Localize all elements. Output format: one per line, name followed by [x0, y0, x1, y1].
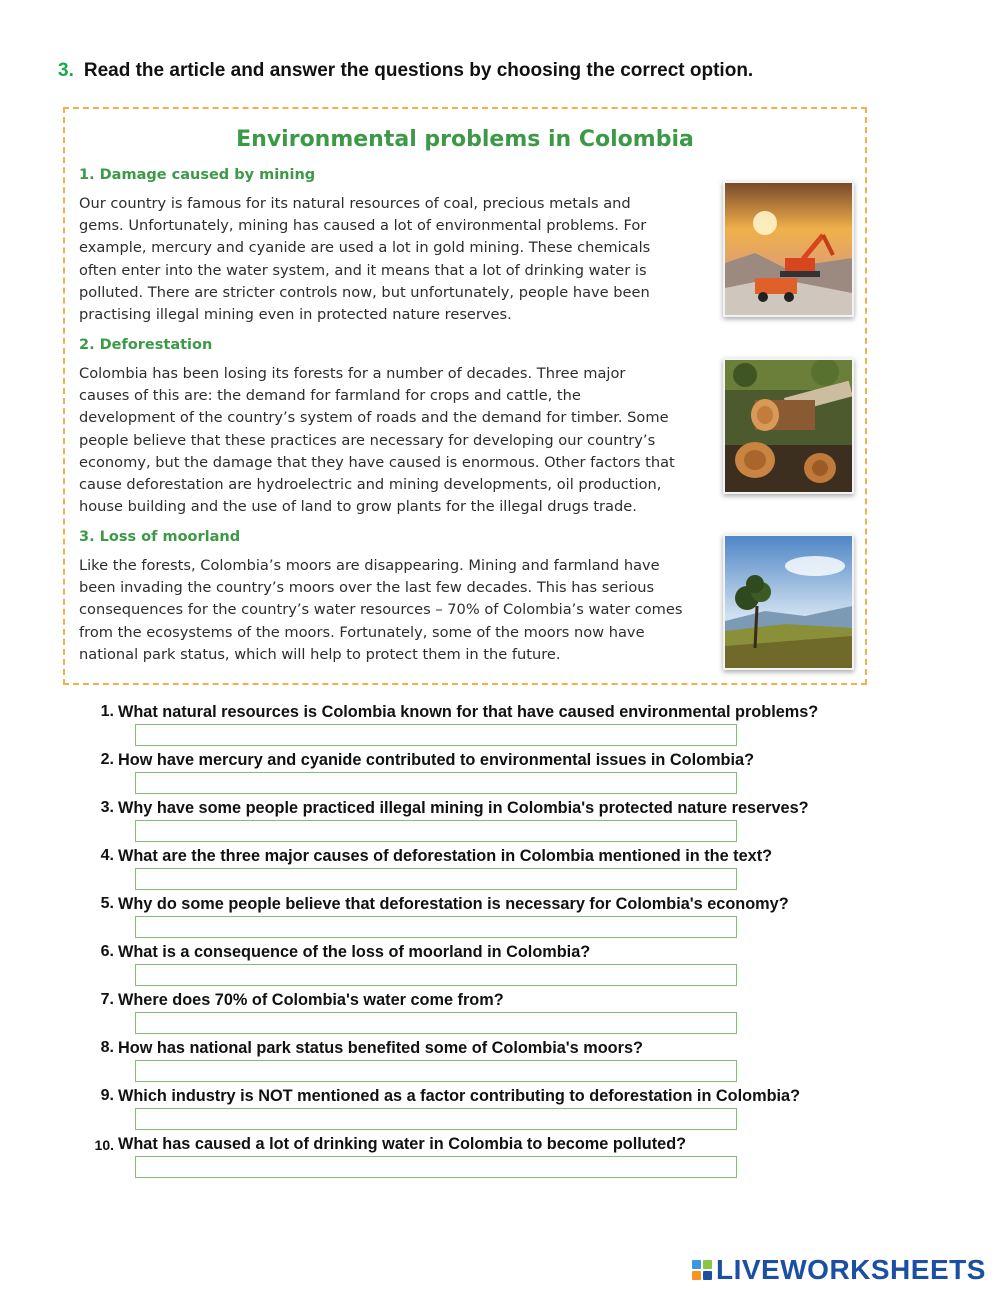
- paragraph-line: been invading the country’s moors over the last few decades. This has serious: [79, 579, 655, 597]
- section-paragraph-moorland: [79, 555, 707, 666]
- answer-input-2[interactable]: [135, 772, 737, 794]
- answer-input-8[interactable]: [135, 1060, 737, 1082]
- section-heading-moorland: 3. Loss of moorland: [79, 529, 241, 545]
- paragraph-line: development of the country’s system of roads and the demand for timber. Some: [79, 409, 669, 427]
- mining-excavator-photo: [723, 181, 854, 317]
- instruction: [58, 60, 753, 82]
- question-text: How have mercury and cyanide contributed to environmental issues in Colombia?: [118, 751, 755, 769]
- answer-input-4[interactable]: [135, 868, 737, 890]
- paragraph-line: from the ecosystems of the moors. Fortunately, some of the moors now have: [79, 623, 645, 641]
- paragraph-line: example, mercury and cyanide are used a lot in gold mining. These chemicals: [79, 239, 651, 257]
- article-title: Environmental problems in Colombia: [236, 127, 694, 152]
- paragraph-line: practising illegal mining even in protected nature reserves.: [79, 306, 512, 324]
- paragraph-line: polluted. There are stricter controls now, but unfortunately, people have been: [79, 283, 650, 301]
- question-item: [0, 1036, 1000, 1084]
- paragraph-line: Colombia has been losing its forests for a number of decades. Three major: [79, 365, 626, 382]
- paragraph-line: consequences for the country’s water resources – 70% of Colombia’s water comes: [79, 601, 683, 619]
- paragraph-line: Our country is famous for its natural resources of coal, precious metals and: [79, 195, 631, 212]
- liveworksheets-grid-icon: [692, 1260, 712, 1280]
- paragraph-line: house building and the use of land to grow plants for the illegal drugs trade.: [79, 498, 637, 516]
- answer-input-1[interactable]: [135, 724, 737, 746]
- question-item: [0, 940, 1000, 988]
- question-number: 5.: [100, 895, 114, 912]
- answer-input-5[interactable]: [135, 916, 737, 938]
- question-text: What has caused a lot of drinking water in Colombia to become polluted?: [118, 1135, 687, 1153]
- moorland-tree-photo: [723, 534, 854, 670]
- paragraph-line: gems. Unfortunately, mining has caused a lot of environmental problems. For: [79, 217, 647, 235]
- paragraph-line: causes of this are: the demand for farmland for crops and cattle, the: [79, 387, 581, 405]
- paragraph-line: often enter into the water system, and it means that a lot of drinking water is: [79, 261, 647, 279]
- instruction-number: 3.: [58, 60, 74, 81]
- cut-logs-photo: [723, 358, 854, 494]
- question-item: [0, 1132, 1000, 1180]
- question-text: Where does 70% of Colombia's water come from?: [118, 991, 504, 1009]
- question-number: 7.: [100, 991, 114, 1008]
- question-item: [0, 844, 1000, 892]
- question-text: Which industry is NOT mentioned as a factor contributing to deforestation in Colombia?: [118, 1087, 801, 1105]
- paragraph-line: national park status, which will help to protect them in the future.: [79, 645, 561, 663]
- answer-input-7[interactable]: [135, 1012, 737, 1034]
- article-box: [63, 107, 867, 685]
- question-text: What is a consequence of the loss of moorland in Colombia?: [118, 943, 591, 961]
- instruction-text: Read the article and answer the questions by choosing the correct option.: [83, 60, 754, 81]
- question-text: Why have some people practiced illegal mining in Colombia's protected nature reserves?: [118, 799, 809, 817]
- answer-input-10[interactable]: [135, 1156, 737, 1178]
- question-item: [0, 988, 1000, 1036]
- answer-input-6[interactable]: [135, 964, 737, 986]
- question-text: What natural resources is Colombia known for that have caused environmental problems?: [118, 703, 819, 721]
- question-number: 3.: [100, 799, 114, 816]
- question-item: [0, 1084, 1000, 1132]
- question-item: [0, 892, 1000, 940]
- answer-input-3[interactable]: [135, 820, 737, 842]
- question-item: [0, 700, 1000, 748]
- question-number: 9.: [100, 1087, 114, 1104]
- question-number: 6.: [100, 943, 114, 960]
- liveworksheets-logo: [692, 1255, 986, 1285]
- question-number: 2.: [100, 751, 114, 768]
- question-text: What are the three major causes of deforestation in Colombia mentioned in the text?: [118, 847, 773, 865]
- paragraph-line: economy, but the damage that they have caused is enormous. Other factors that: [79, 453, 675, 471]
- paragraph-line: people believe that these practices are necessary for developing our country’s: [79, 431, 656, 449]
- question-number: 10.: [94, 1137, 114, 1153]
- section-paragraph-mining: [79, 193, 707, 326]
- question-item: [0, 748, 1000, 796]
- question-number: 8.: [100, 1039, 114, 1056]
- section-paragraph-deforestation: [79, 363, 707, 518]
- question-text: Why do some people believe that deforestation is necessary for Colombia's economy?: [118, 895, 789, 913]
- answer-input-9[interactable]: [135, 1108, 737, 1130]
- question-text: How has national park status benefited some of Colombia's moors?: [118, 1039, 643, 1057]
- logo-text: LIVEWORKSHEETS: [716, 1254, 986, 1285]
- question-number: 4.: [100, 847, 114, 864]
- section-heading-mining: 1. Damage caused by mining: [79, 167, 316, 183]
- question-item: [0, 796, 1000, 844]
- section-heading-deforestation: 2. Deforestation: [79, 337, 213, 353]
- paragraph-line: Like the forests, Colombia’s moors are disappearing. Mining and farmland have: [79, 557, 660, 574]
- question-number: 1.: [100, 703, 114, 720]
- paragraph-line: cause deforestation are hydroelectric and mining developments, oil production,: [79, 476, 662, 494]
